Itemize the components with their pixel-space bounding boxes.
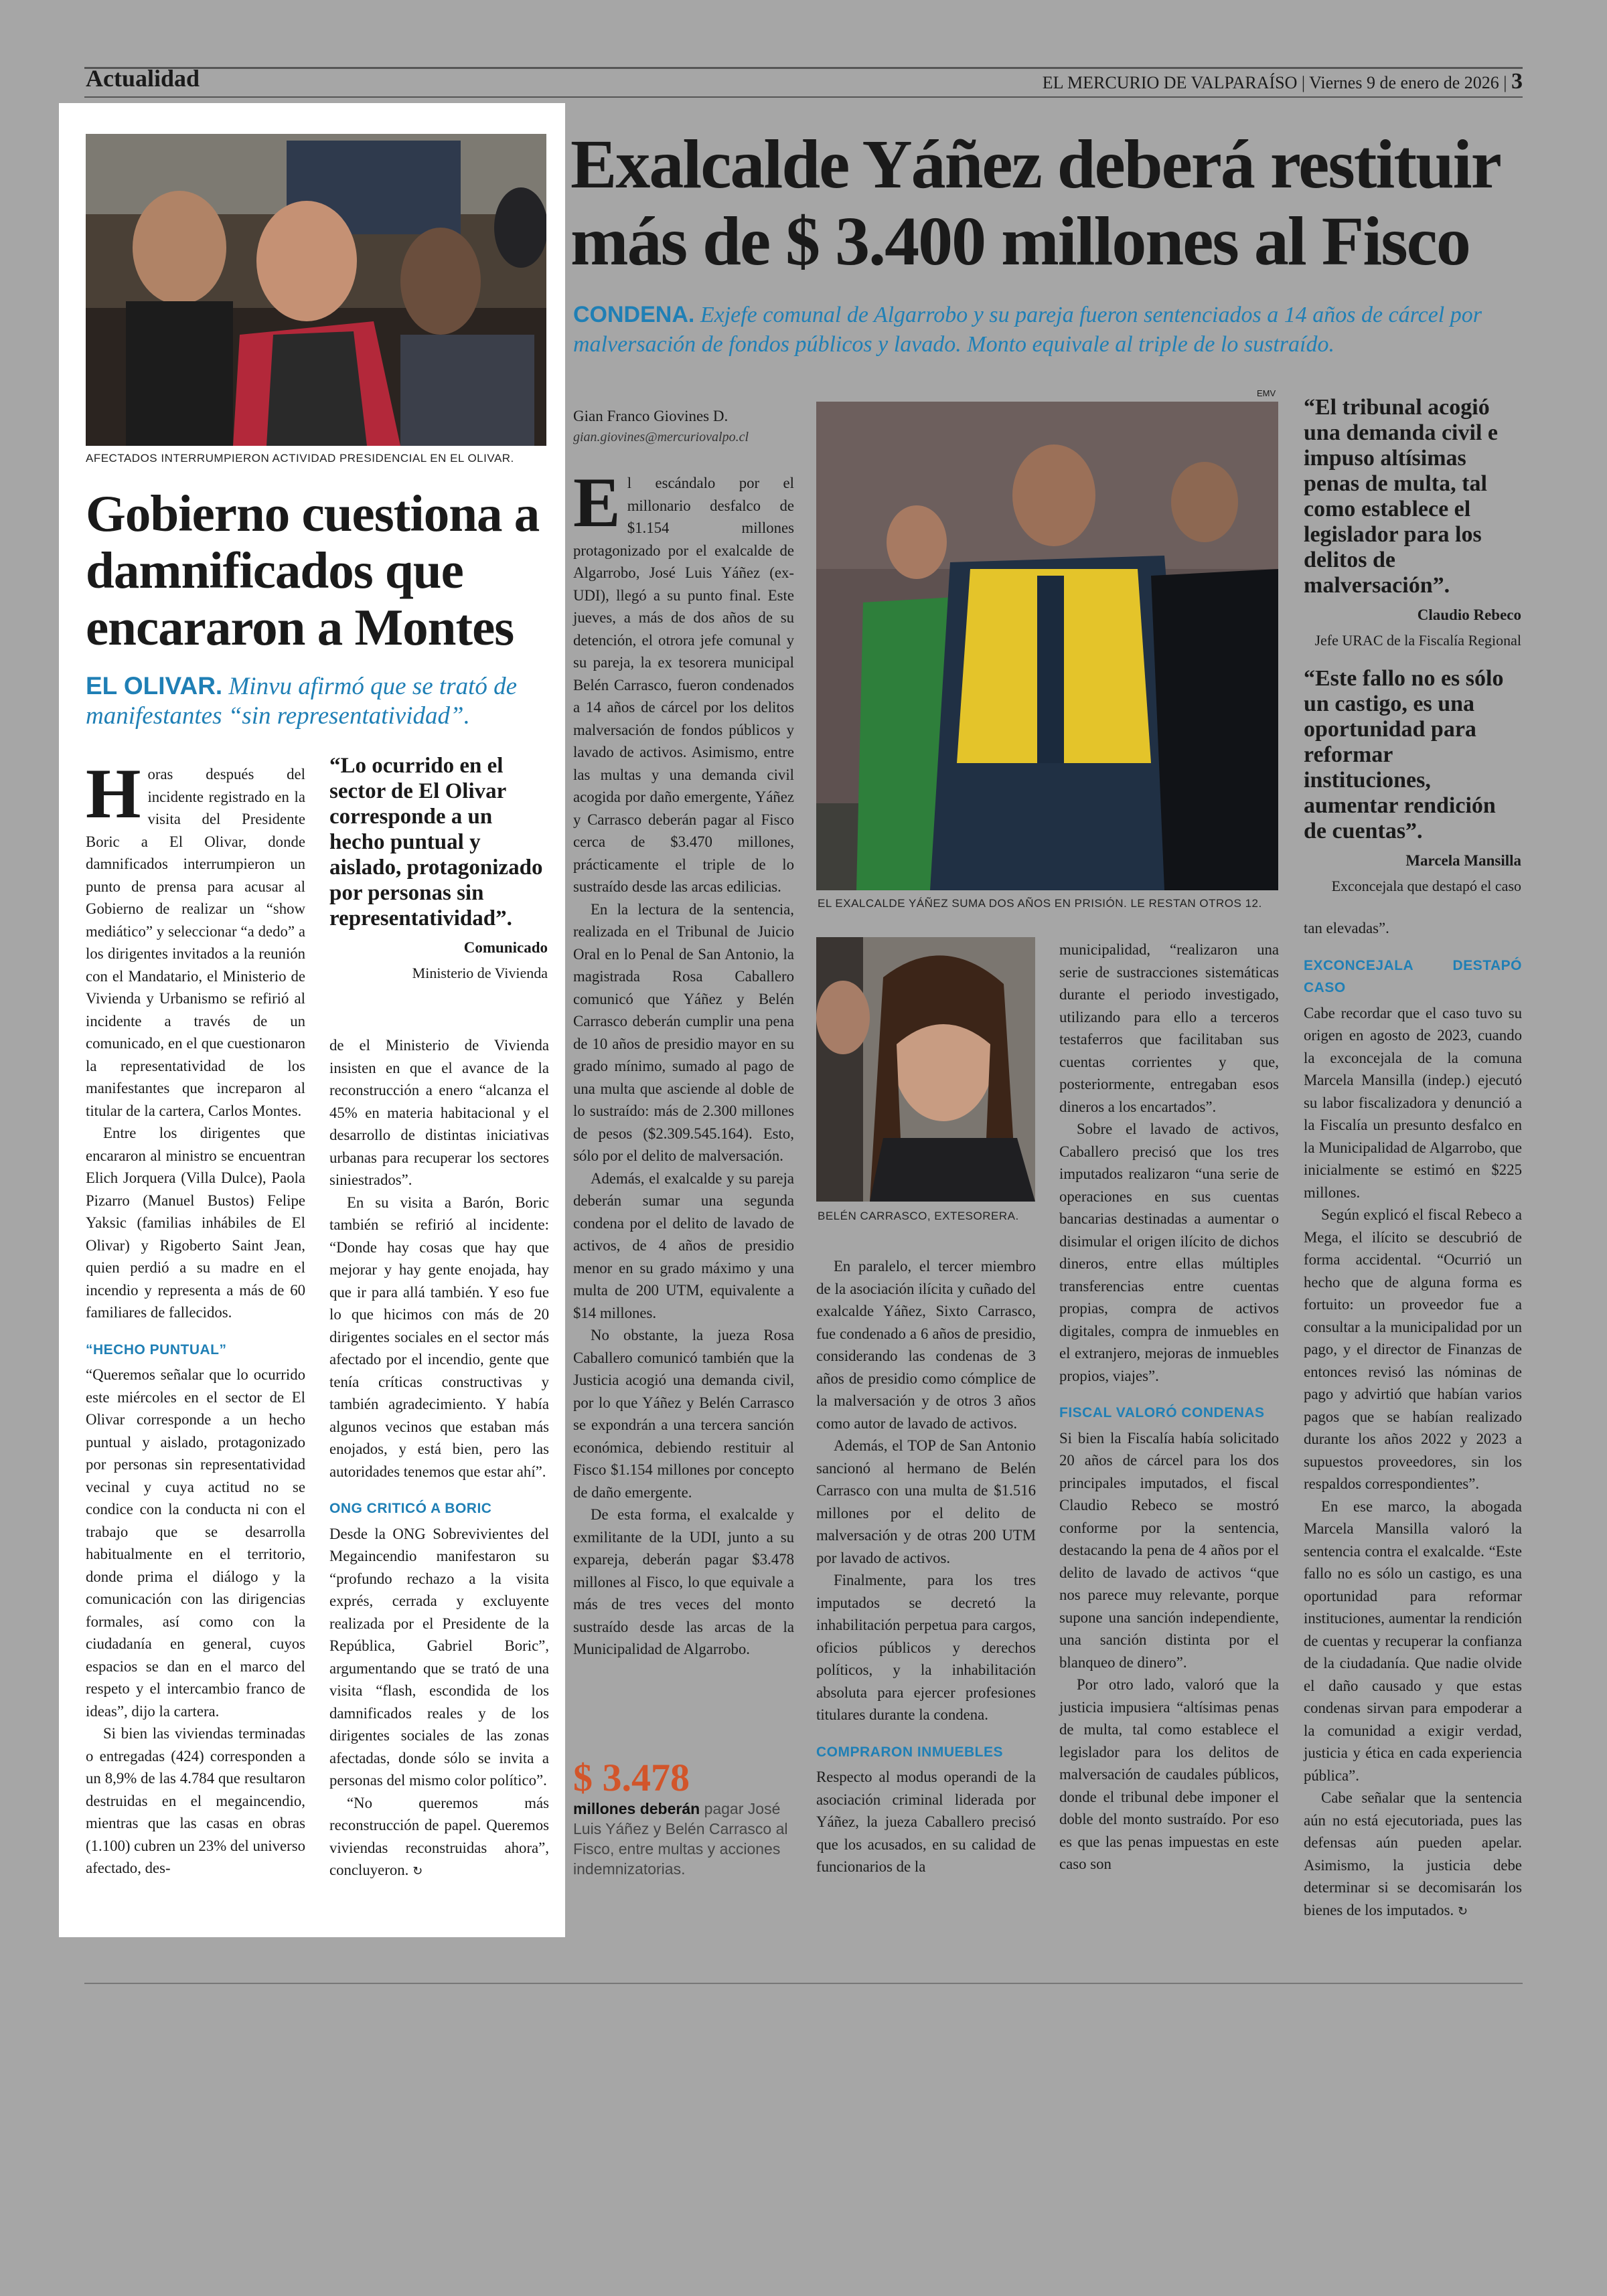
quote-mansilla-author: Marcela Mansilla <box>1405 852 1521 869</box>
main-subhead-compraron: COMPRARON INMUEBLES <box>816 1744 1004 1760</box>
left-col1-p2: Entre los dirigentes que encararon al ministro se encuentran Elich Jorquera (Villa Dulce), Paola Pizarro (Manuel Bustos) Felipe Yaksic (familias inhábiles de El Olivar) y Rigoberto Saint Jean, quien perdió a su madre en el incendio y representa a más de 60 familiares de fallecidos. <box>86 1125 305 1321</box>
page-number: 3 <box>1511 69 1523 94</box>
main-subhead-exconcejala: EXCONCEJALA DESTAPÓ CASO <box>1304 957 1522 995</box>
end-of-article-mark-icon: ↻ <box>412 1864 423 1878</box>
left-headline: Gobierno cuestiona a damnificados que encararon a Montes <box>86 485 540 656</box>
stat-bold: millones deberán <box>573 1800 700 1817</box>
section-label: Actualidad <box>86 65 200 92</box>
main-col3-p4: Por otro lado, valoró que la justicia impusiera “altísimas penas de multa, tal como establece el legislador para los delitos de malversación de caudales públicos, donde el tribunal debe imponer el doble del monto sustraído. Por eso es que las penas impuestas en este caso son <box>1059 1676 1279 1872</box>
left-col2-p1: de el Ministerio de Vivienda insisten en que el avance de la reconstrucción a enero “alcanza el 45% en materia habitacional y el desarrollo de distintas iniciativas urbanas para recuperar los sectores siniestrados”. <box>329 1037 549 1188</box>
main-column-3 <box>1059 938 1279 1876</box>
left-pull-quote <box>329 753 548 986</box>
left-dropcap: H <box>86 754 141 833</box>
main-col1-p5: De esta forma, el exalcalde y exmilitante de la UDI, junto a su expareja, deberán pagar $3.478 millones al Fisco, lo que equivale a más de tres veces del monto sustraído desde las arcas de la Municipalidad de Algarrobo. <box>573 1506 794 1657</box>
left-deck <box>86 671 554 731</box>
left-col1-para <box>86 754 305 1122</box>
main-col1-p1: l escándalo por el millonario desfalco de $1.154 millones protagonizado por el exalcalde de Algarrobo, José Luis Yáñez (ex-UDI), llegó a su punto final. Este jueves, a más de dos años de su detención, el otrora jefe comunal y su pareja, la ex tesorera municipal Belén Carrasco, fueron condenados a 14 años de cárcel por los delitos malversación de fondos públicos y lavado de activos. Asimismo, entre las multas y una demanda civil acogida por daño emergente, Yáñez y Carrasco deberán pagar al Fisco cerca de $3.470 millones, prácticamente el triple de lo sustraído desde las arcas edilicias. <box>573 475 794 895</box>
left-subhead-hecho-puntual: “HECHO PUNTUAL” <box>86 1341 227 1358</box>
main-col3-p3: Si bien la Fiscalía había solicitado 20 años de cárcel para los dos principales imputados, el fiscal Claudio Rebeco se mostró conforme por la sentencia, destacando la pena de 4 años por el delito de lavado de activos “que nos parece muy relevante, porque supone una sanción independiente, una sanción distinta por el blanqueo de dinero”. <box>1059 1429 1279 1671</box>
main-column-2 <box>816 1255 1036 1878</box>
left-col2-p4 <box>329 1792 549 1883</box>
left-story-photo <box>86 134 546 446</box>
footer-rule <box>84 1983 1523 1984</box>
byline: Gian Franco Giovines D. <box>573 408 729 424</box>
main-deck <box>573 300 1524 359</box>
quote-mansilla <box>1304 666 1521 899</box>
header-bottom-rule <box>84 96 1523 98</box>
quote-rebeco-author: Claudio Rebeco <box>1417 606 1521 623</box>
left-pull-quote-author: Comunicado <box>463 939 548 956</box>
left-column-2 <box>329 1034 549 1883</box>
main-col1-para <box>573 463 794 898</box>
main-col4-p3: En ese marco, la abogada Marcela Mansilla valoró la sentencia contra el exalcalde. “Este fallo no es sólo un castigo, es una oportunidad para reformar instituciones, aumentar la rendición de cuentas y recuperar la confianza de la ciudadanía. Que nadie olvide el daño causado y que estas condenas sirvan para empoderar a la comunidad a exigir verdad, justicia y ética en cada experiencia pública”. <box>1304 1497 1522 1784</box>
byline-email: gian.giovines@mercuriovalpo.cl <box>573 430 749 444</box>
left-kicker: EL OLIVAR. <box>86 672 223 700</box>
main-col3-p1: municipalidad, “realizaron una serie de sustracciones sistemáticas durante el periodo investigado, utilizando para ello a terceros testaferros que facilitaban sus cuentas corrientes y que, posteriormente, entregaban esos dineros a los encartados”. <box>1059 941 1279 1115</box>
left-col2-p3: Desde la ONG Sobrevivientes del Megaincendio manifestaron su “profundo rechazo a la visita exprés, cerrada y excluyente realizada por el Presidente de la República, Gabriel Boric”, argumentando que se trató de una visita “flash, escondida de los damnificados reales y de los dirigentes sociales de las zonas afectadas, donde sólo se invita a personas del mismo color político”. <box>329 1525 549 1789</box>
main-dropcap: E <box>573 463 621 542</box>
left-col2-p2: En su visita a Barón, Boric también se refirió al incidente: “Donde hay cosas que hay que mejorar y hay gente enojada, hay que ir para allá también. Y eso fue lo que hicimos con más de 20 dirigentes sociales en el sector más afectado por el incendio, gente que tenía críticas constructivas y también agradecimiento. Y había algunos vecinos que estaban más enojados, y está bien, pero las autoridades tenemos que estar ahí”. <box>329 1194 549 1480</box>
carrasco-photo <box>816 937 1035 1202</box>
publication-line: EL MERCURIO DE VALPARAÍSO | Viernes 9 de enero de 2026 | 3 <box>1042 69 1523 94</box>
left-pull-quote-role: Ministerio de Vivienda <box>412 965 548 981</box>
stat-text: pagar José Luis Yáñez y Belén Carrasco al Fisco, entre multas y acciones indemnizatorias. <box>573 1800 788 1878</box>
left-column-1 <box>86 754 305 1880</box>
stat-box <box>573 1757 794 1879</box>
main-col2-p3: Finalmente, para los tres imputados se decretó la inhabilitación perpetua para cargos, oficios públicos y derechos políticos, y la inhabilitación absoluta para ejercer profesiones titulares durante la condena. <box>816 1572 1036 1723</box>
courtroom-photo-illustration <box>816 402 1278 890</box>
main-column-1 <box>573 463 794 1661</box>
main-col4-p4 <box>1304 1787 1522 1922</box>
protest-photo-illustration <box>86 134 546 446</box>
left-col2-p4-text: “No queremos más reconstrucción de papel. Queremos viviendas reconstruidas ahora”, concluyeron. <box>329 1794 549 1878</box>
main-photo-caption: EL EXALCALDE YÁÑEZ SUMA DOS AÑOS EN PRISIÓN. LE RESTAN OTROS 12. <box>818 897 1262 910</box>
main-subhead-fiscal: FISCAL VALORÓ CONDENAS <box>1059 1405 1265 1420</box>
publication-date: Viernes 9 de enero de 2026 <box>1309 73 1499 92</box>
left-deck-text: Minvu afirmó que se trató de manifestantes “sin representatividad”. <box>86 673 518 730</box>
carrasco-photo-caption: BELÉN CARRASCO, EXTESORERA. <box>818 1210 1019 1222</box>
main-col4-p1: Cabe recordar que el caso tuvo su origen en agosto de 2023, cuando la exconcejala de la comuna Marcela Mansilla (indep.) ejecutó su labor fiscalizadora y denunció a la Fiscalía un presunto desfalco en la Municipalidad de Algarrobo, que inicialmente se estimó en $225 millones. <box>1304 1004 1522 1201</box>
left-col1-p1: oras después del incidente registrado en la visita del Presidente Boric a El Olivar, donde damnificados interrumpieron un punto de prensa para acusar al Gobierno de realizar un “show mediático” y seleccionar “a dedo” a los dirigentes invitados a la reunión con el Mandatario, el Ministerio de Vivienda y Urbanismo se refirió al incidente a través de un comunicado, en el que cuestionaron la representatividad de los manifestantes que increparon al titular de la cartera, Carlos Montes. <box>86 766 305 1119</box>
stat-value: $ 3.478 <box>573 1756 690 1799</box>
left-col1-p4: Si bien las viviendas terminadas o entregadas (424) corresponden a un 8,9% de las 4.784 que resultaron destruidas en el megaincendio, mientras que las casas en obras (1.100) cubren un 23% del universo afectado, des- <box>86 1725 305 1876</box>
photo-credit: EMV <box>1257 388 1276 398</box>
quote-rebeco-role: Jefe URAC de la Fiscalía Regional <box>1314 632 1521 649</box>
quote-mansilla-text: “Este fallo no es sólo un castigo, es una oportunidad para reformar instituciones, aumentar rendición de cuentas”. <box>1304 666 1504 843</box>
main-col1-p4: No obstante, la jueza Rosa Caballero comunicó también que la Justicia acogió una demanda civil, por lo que Yáñez y Belén Carrasco se expondrán a una tercera sanción económica, debiendo restituir al Fisco $1.154 millones por concepto de daño emergente. <box>573 1327 794 1501</box>
main-col2-p1: En paralelo, el tercer miembro de la asociación ilícita y cuñado del exalcalde Yáñez, Sixto Carrasco, fue condenado a 6 años de presidio, considerando las condenas de 3 años de presidio como cómplice de la malversación y de otros 3 años como autor de lavado de activos. <box>816 1258 1036 1432</box>
main-deck-text: Exjefe comunal de Algarrobo y su pareja fueron sentenciados a 14 años de cárcel por malversación de fondos públicos y lavado. Monto equivale al triple de lo sustraído. <box>573 303 1482 357</box>
main-col1-p2: En la lectura de la sentencia, realizada en el Tribunal de Juicio Oral en lo Penal de San Antonio, la magistrada Rosa Caballero comunicó que Yáñez y Belén Carrasco deberán cumplir una pena de 10 años de presidio mayor en su grado mínimo, sumado al pago de una multa que asciende al doble de lo sustraído: más de 2.300 millones de pesos ($2.309.545.164). Esto, sólo por el delito de malversación. <box>573 900 794 1164</box>
main-col4-p2: Según explicó el fiscal Rebeco a Mega, el ilícito se descubrió de forma accidental. “Ocurrió un hecho que de alguna forma es fortuito: un proveedor fue a consultar a la municipalidad por un pago, y el director de Finanzas de entonces revisó las nóminas de pago y advirtió que habían varios pagos que se habían realizado durante los años 2022 y 2023 a supuestos proveedores, sin los respaldos correspondientes”. <box>1304 1206 1522 1492</box>
left-pull-quote-text: “Lo ocurrido en el sector de El Olivar corresponde a un hecho puntual y aislado, protagonizado por personas sin representatividad”. <box>329 754 543 930</box>
main-col4-p4-text: Cabe señalar que la sentencia aún no está ejecutoriada, pues las defensas aún pueden apelar. Asimismo, la justicia debe determinar si se decomisarán los bienes de los imputados. <box>1304 1789 1522 1918</box>
end-of-article-mark-icon: ↻ <box>1457 1904 1468 1918</box>
main-kicker: CONDENA. <box>573 302 695 327</box>
main-column-4 <box>1304 917 1522 1922</box>
main-col4-p0: tan elevadas”. <box>1304 920 1389 936</box>
quote-mansilla-role: Exconcejala que destapó el caso <box>1331 878 1521 894</box>
portrait-photo-illustration <box>816 937 1035 1202</box>
main-headline: Exalcalde Yáñez deberá restituir más de $ 3.400 millones al Fisco <box>570 126 1499 280</box>
left-photo-caption: AFECTADOS INTERRUMPIERON ACTIVIDAD PRESIDENCIAL EN EL OLIVAR. <box>86 452 514 465</box>
left-col1-p3: “Queremos señalar que lo ocurrido este miércoles en el sector de El Olivar corresponde a un hecho puntual y aislado, protagonizado por personas sin representatividad vecinal y cuya actitud no se condice con la conducta ni con el trabajo que se desarrolla habitualmente en el territorio, donde prima el diálogo y la comunicación con las dirigencias formales, así como con la ciudadanía en general, cuyos espacios se dan en el marco del respeto y el intercambio franco de ideas”, dijo la cartera. <box>86 1366 305 1720</box>
publication-name: EL MERCURIO DE VALPARAÍSO <box>1042 73 1298 92</box>
main-col1-p3: Además, el exalcalde y su pareja deberán sumar una segunda condena por el delito de lavado de activos, de 4 años de presidio menor en su grado máximo y una multa de 200 UTM, equivalente a $14 millones. <box>573 1169 794 1321</box>
main-col2-p4: Respecto al modus operandi de la asociación criminal liderada por Yáñez, la jueza Caballero precisó que los acusados, en su calidad de funcionarios de la <box>816 1769 1036 1875</box>
quote-rebeco-text: “El tribunal acogió una demanda civil e impuso altísimas penas de multa, tal como establece el legislador para los delitos de malversación”. <box>1304 395 1498 598</box>
main-col3-p2: Sobre el lavado de activos, Caballero precisó que los tres imputados realizaron “una serie de operaciones en sus cuentas bancarias destinadas a aumentar o disimular el origen ilícito de dichos dineros, entre ellas múltiples transferencias entre cuentas propias, compra de activos digitales, compra de inmuebles en el extranjero, mejoras de inmuebles propios, viajes”. <box>1059 1121 1279 1384</box>
main-col2-p2: Además, el TOP de San Antonio sancionó al hermano de Belén Carrasco con una multa de $1.516 millones por el delito de malversación y de otras 200 UTM por lavado de activos. <box>816 1437 1036 1566</box>
quote-rebeco <box>1304 395 1521 653</box>
left-subhead-ong: ONG CRITICÓ A BORIC <box>329 1501 492 1516</box>
main-story-photo <box>816 402 1278 890</box>
stat-description <box>573 1799 794 1879</box>
